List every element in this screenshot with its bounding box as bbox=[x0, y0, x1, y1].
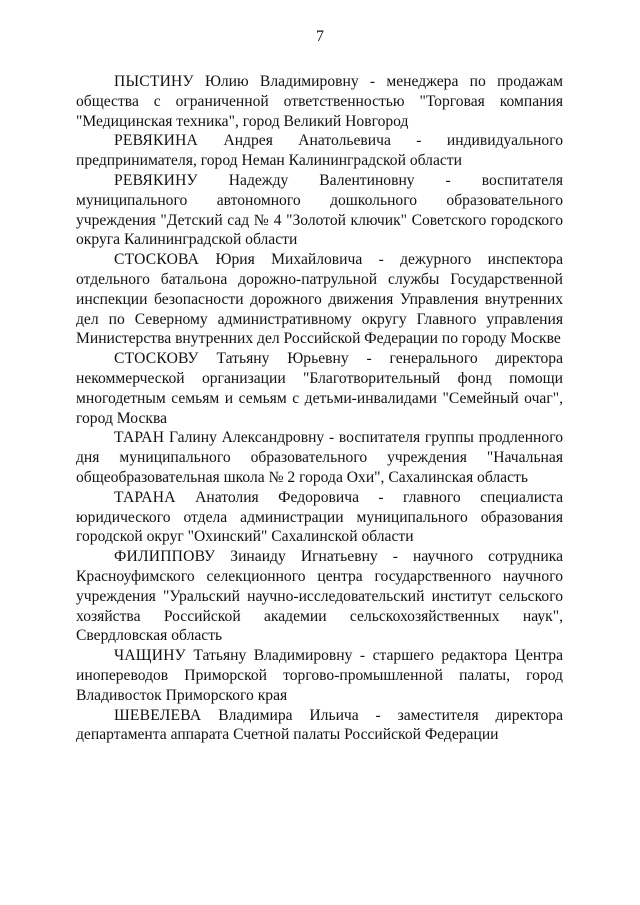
entry-text: Юрия Михайловича - дежурного инспектора отдельного батальона дорожно-патрульной службы Государственной инспекции безопасности дорожного движения Управления внутренних дел по Северному административному округу Главного управления Министерства внутренних дел Российской Федерации по городу Москве bbox=[76, 251, 563, 348]
entry-name: ШЕВЕЛЕВА bbox=[114, 706, 202, 724]
entry-name: РЕВЯКИНА bbox=[114, 132, 199, 150]
entry-text: Татьяну Юрьевну - генерального директора некоммерческой организации "Благотворительный фонд помощи многодетным семьям и семьям с детьми-инвалидами "Семейный очаг", город Москва bbox=[76, 350, 563, 427]
entry-text: Андрея Анатольевича - индивидуального предпринимателя, город Неман Калининградской области bbox=[76, 132, 564, 170]
list-item bbox=[76, 547, 563, 646]
entry-text: Юлию Владимировну - менеджера по продажам общества с ограниченной ответственностью "Торговая компания "Медицинская техника", город Великий Новгород bbox=[76, 73, 563, 130]
list-item bbox=[76, 171, 563, 250]
award-list bbox=[76, 72, 563, 745]
entry-text: Анатолия Федоровича - главного специалиста юридического отдела администрации муниципального образования городской округ "Охинский" Сахалинской области bbox=[76, 488, 563, 546]
list-item bbox=[76, 646, 563, 705]
entry-name: ТАРАН bbox=[114, 429, 165, 447]
entry-name: ТАРАНА bbox=[114, 488, 176, 506]
list-item bbox=[76, 488, 563, 547]
entry-text: Надежду Валентиновну - воспитателя муниципального автономного дошкольного образовательного учреждения "Детский сад № 4 "Золотой ключик" Советского городского округа Калининградской области bbox=[76, 171, 563, 249]
entry-text: Владимира Ильича - заместителя директора департамента аппарата Счетной палаты Российской Федерации bbox=[76, 706, 563, 744]
entry-name: ПЫСТИНУ bbox=[114, 73, 194, 90]
entry-text: Зинаиду Игнатьевну - научного сотрудника Красноуфимского селекционного центра государственного научного учреждения "Уральский научно-исследовательский институт сельского хозяйства Российской академии сельскохозяйственных наук", Свердловская область bbox=[76, 548, 563, 645]
list-item bbox=[76, 250, 563, 349]
list-item bbox=[76, 428, 563, 487]
entry-text: Татьяну Владимировну - старшего редактора Центра инопереводов Приморской торгово-промышленной палаты, город Владивосток Приморского края bbox=[76, 647, 564, 704]
list-item bbox=[76, 131, 563, 171]
entry-text: Галину Александровну - воспитателя группы продленного дня муниципального образовательного учреждения "Начальная общеобразовательная школа № 2 города Охи", Сахалинская область bbox=[76, 429, 563, 486]
entry-name: ФИЛИППОВУ bbox=[114, 548, 216, 566]
entry-name: ЧАЩИНУ bbox=[114, 647, 186, 665]
list-item bbox=[76, 349, 563, 428]
entry-name: СТОСКОВУ bbox=[114, 350, 199, 368]
entry-name: РЕВЯКИНУ bbox=[114, 171, 198, 189]
list-item bbox=[76, 706, 563, 746]
page-number: 7 bbox=[316, 28, 324, 45]
entry-name: СТОСКОВА bbox=[114, 251, 200, 269]
list-item bbox=[76, 72, 563, 131]
